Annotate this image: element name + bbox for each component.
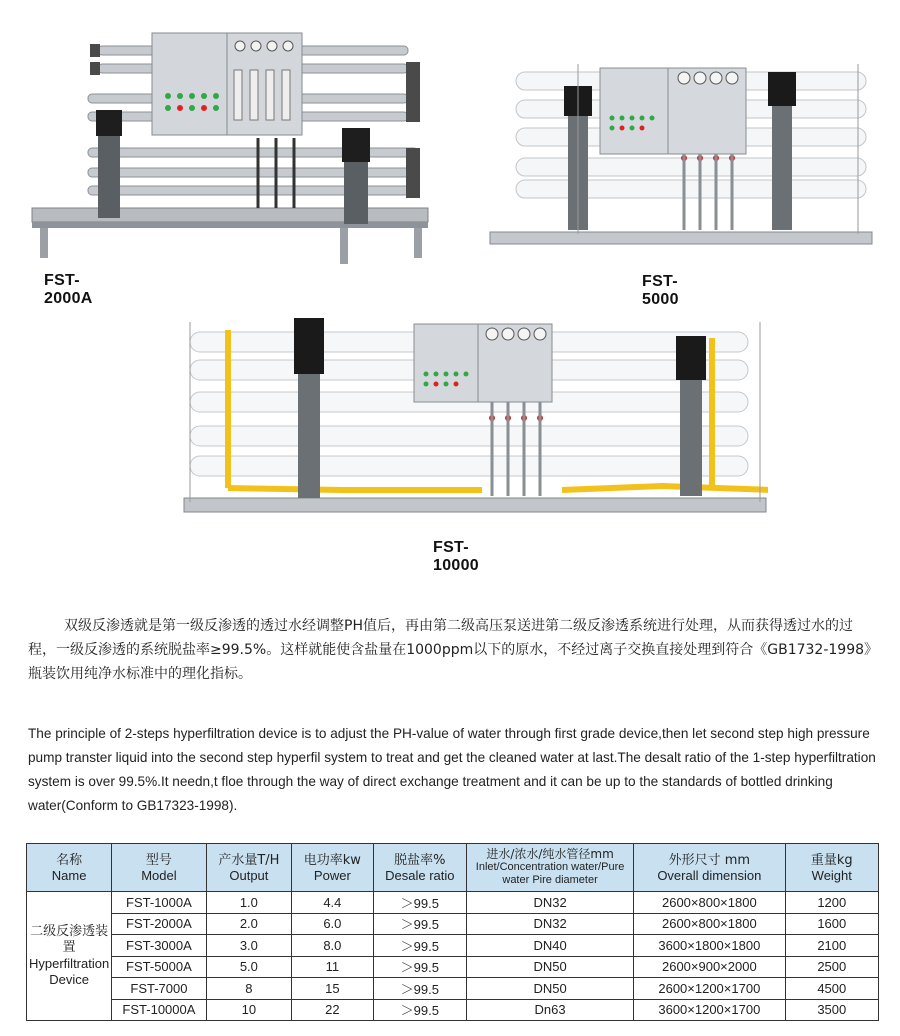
cell-output: 1.0 (206, 892, 291, 914)
cell-dimension: 2600×900×2000 (634, 956, 785, 978)
cell-desalt: ＞99.5 (373, 892, 466, 914)
machine-photo (28, 28, 430, 266)
table-row (27, 956, 879, 978)
table-header-row (27, 844, 879, 892)
cell-weight: 3500 (785, 999, 878, 1021)
cell-desalt: ＞99.5 (373, 956, 466, 978)
header-output: 产水量T/H Output (206, 844, 291, 892)
header-power: 电功率kw Power (292, 844, 374, 892)
table-row (27, 999, 879, 1021)
cell-output: 8 (206, 978, 291, 1000)
cell-power: 8.0 (292, 935, 374, 957)
table-row (27, 913, 879, 935)
product-caption: FST-5000 (642, 273, 679, 308)
header-name: 名称 Name (27, 844, 112, 892)
cell-power: 15 (292, 978, 374, 1000)
cell-pipe: DN50 (467, 978, 634, 1000)
table-row (27, 978, 879, 1000)
cell-weight: 1600 (785, 913, 878, 935)
product-caption: FST-10000 (433, 539, 479, 574)
cell-power: 6.0 (292, 913, 374, 935)
cell-desalt: ＞99.5 (373, 913, 466, 935)
cell-desalt: ＞99.5 (373, 999, 466, 1021)
description-english: The principle of 2-steps hyperfiltration device is to adjust the PH-value of water through first grade device,then let second step high pressure pump transter liquid into the second step hyperfil system to treat and get the cleaned water at last.The desalt ratio of the 1-step hyperfiltration system is over 99.5%.It needn,t floe through the way of direct exchange treatment and it can be up to the standards of bottled drinking water(Conform to GB17323-1998). (28, 726, 876, 813)
machine-photo (182, 308, 768, 524)
header-weight: 重量kg Weight (785, 844, 878, 892)
spec-table (26, 843, 879, 1021)
cell-dimension: 2600×1200×1700 (634, 978, 785, 1000)
cell-dimension: 2600×800×1800 (634, 892, 785, 914)
cell-dimension: 3600×1200×1700 (634, 999, 785, 1021)
cell-pipe: DN50 (467, 956, 634, 978)
cell-pipe: DN32 (467, 913, 634, 935)
header-model: 型号 Model (112, 844, 206, 892)
cell-model: FST-7000 (112, 978, 206, 1000)
cell-desalt: ＞99.5 (373, 935, 466, 957)
cell-weight: 4500 (785, 978, 878, 1000)
cell-model: FST-5000A (112, 956, 206, 978)
header-desalt: 脱盐率% Desale ratio (373, 844, 466, 892)
cell-desalt: ＞99.5 (373, 978, 466, 1000)
cell-model: FST-10000A (112, 999, 206, 1021)
cell-model: FST-3000A (112, 935, 206, 957)
header-dimension: 外形尺寸 mm Overall dimension (634, 844, 785, 892)
cell-output: 10 (206, 999, 291, 1021)
cell-pipe: DN40 (467, 935, 634, 957)
cell-output: 3.0 (206, 935, 291, 957)
description-chinese: 双级反渗透就是第一级反渗透的透过水经调整PH值后，再由第二级高压泵送进第二级反渗透系统进行处理，从而获得透过水的过程，一级反渗透的系统脱盐率≥99.5%。这样就能使含盐量在1000ppm以下的原水，不经过离子交换直接处理到符合《GB1732-1998》瓶装饮用纯净水标准中的理化指标。 (28, 618, 872, 682)
cell-dimension: 2600×800×1800 (634, 913, 785, 935)
device-name-cell: 二级反渗透装置 Hyperfiltration Device (27, 892, 112, 1021)
header-pipe: 进水/浓水/纯水管径mm Inlet/Concentration water/Pure water Pire diameter (467, 844, 634, 892)
cell-model: FST-1000A (112, 892, 206, 914)
cell-weight: 2100 (785, 935, 878, 957)
cell-pipe: Dn63 (467, 999, 634, 1021)
cell-pipe: DN32 (467, 892, 634, 914)
product-caption: FST-2000A (44, 272, 93, 307)
cell-output: 2.0 (206, 913, 291, 935)
cell-power: 4.4 (292, 892, 374, 914)
machine-photo (488, 58, 874, 250)
cell-weight: 2500 (785, 956, 878, 978)
cell-power: 22 (292, 999, 374, 1021)
table-row (27, 892, 879, 914)
cell-dimension: 3600×1800×1800 (634, 935, 785, 957)
cell-model: FST-2000A (112, 913, 206, 935)
cell-power: 11 (292, 956, 374, 978)
table-row (27, 935, 879, 957)
cell-output: 5.0 (206, 956, 291, 978)
cell-weight: 1200 (785, 892, 878, 914)
